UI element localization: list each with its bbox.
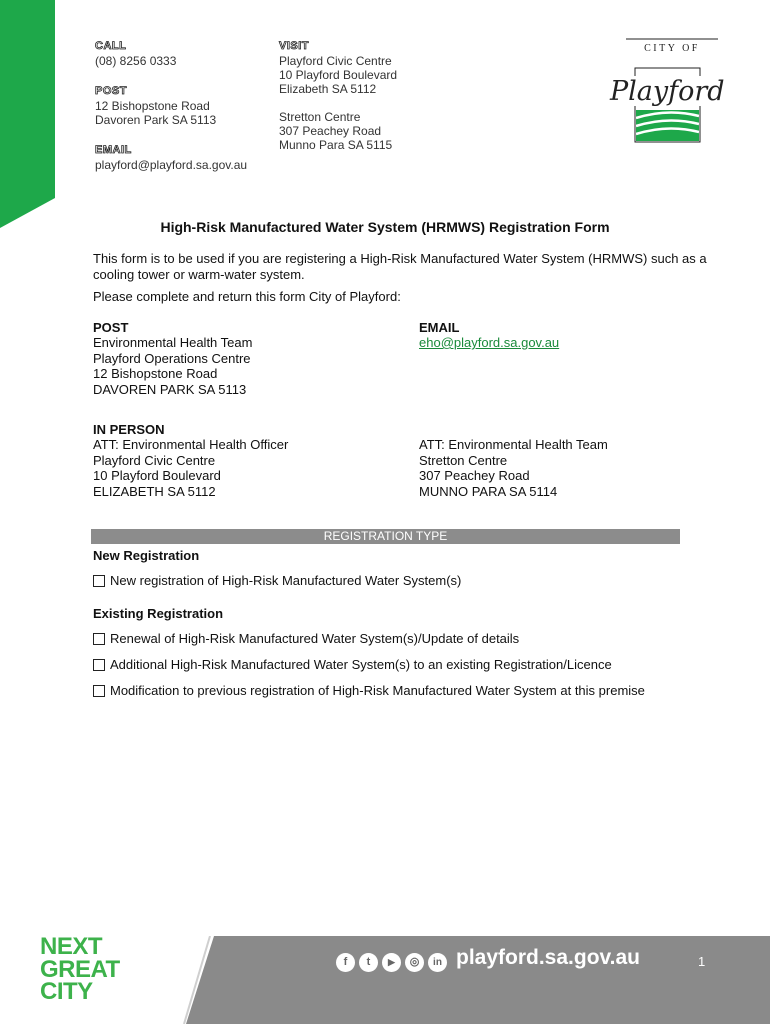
in-person-right-line: 307 Peachey Road: [419, 468, 530, 483]
green-corner-tab: [0, 0, 55, 230]
in-person-heading: IN PERSON: [93, 422, 165, 437]
logo-script-text: Playford: [610, 76, 725, 107]
twitter-icon[interactable]: t: [359, 953, 378, 972]
option-label: New registration of High-Risk Manufactured Water System(s): [110, 573, 462, 588]
in-person-right-line: Stretton Centre: [419, 452, 508, 468]
modification-option[interactable]: [93, 683, 663, 699]
email-value[interactable]: playford@playford.sa.gov.au: [95, 158, 248, 172]
renewal-option[interactable]: [93, 631, 693, 647]
new-registration-option[interactable]: [93, 573, 693, 589]
option-label: Additional High-Risk Manufactured Water System(s) to an existing Registration/Licence: [110, 657, 612, 672]
post-value: 12 Bishopstone Road Davoren Park SA 5113: [95, 99, 217, 127]
facebook-icon[interactable]: f: [336, 953, 355, 972]
existing-registration-heading: Existing Registration: [93, 606, 224, 621]
visit-label: VISIT: [279, 40, 310, 52]
form-title: High-Risk Manufactured Water System (HRMWS) Registration Form: [160, 219, 610, 235]
call-label: CALL: [95, 40, 127, 52]
post-heading: POST: [93, 320, 129, 335]
page-number: 1: [698, 954, 706, 969]
additional-option[interactable]: [93, 657, 693, 673]
in-person-right-line: ATT: Environmental Health Team: [419, 437, 608, 452]
in-person-left-line: Playford Civic Centre: [93, 452, 216, 468]
linkedin-icon[interactable]: in: [428, 953, 447, 972]
checkbox[interactable]: [93, 659, 105, 671]
instagram-icon[interactable]: ◎: [405, 953, 424, 972]
visit-stretton-address: Stretton Centre 307 Peachey Road Munno Para SA 5115: [279, 110, 393, 152]
registration-type-bar: REGISTRATION TYPE: [91, 529, 680, 544]
in-person-left-line: ELIZABETH SA 5112: [93, 483, 216, 499]
post-label: POST: [95, 85, 127, 97]
email-link[interactable]: eho@playford.sa.gov.au: [419, 335, 560, 350]
website-link[interactable]: playford.sa.gov.au: [456, 946, 640, 969]
post-line: Playford Operations Centre: [93, 350, 251, 366]
city-of-playford-logo: [608, 38, 730, 144]
option-label: Modification to previous registration of High-Risk Manufactured Water System at this premise: [110, 683, 645, 698]
in-person-block: [93, 422, 288, 499]
youtube-icon[interactable]: ▶: [382, 953, 401, 972]
checkbox[interactable]: [93, 575, 105, 587]
post-line: 12 Bishopstone Road: [93, 366, 218, 381]
form-instruction: Please complete and return this form City of Playford:: [93, 289, 401, 304]
email-block: [419, 320, 559, 351]
checkbox[interactable]: [93, 633, 105, 645]
email-heading: EMAIL: [419, 320, 460, 335]
post-block: [93, 320, 252, 397]
in-person-left-line: 10 Playford Boulevard: [93, 468, 221, 483]
tagline-line: GREAT: [40, 955, 120, 983]
form-intro: This form is to be used if you are registering a High-Risk Manufactured Water System (HRMWS) such as a cooling tower or warm-water system.: [93, 251, 707, 282]
logo-top-text: CITY OF: [644, 43, 700, 54]
option-label: Renewal of High-Risk Manufactured Water System(s)/Update of details: [110, 631, 520, 646]
checkbox[interactable]: [93, 685, 105, 697]
email-label: EMAIL: [95, 144, 132, 156]
post-line: DAVOREN PARK SA 5113: [93, 381, 247, 397]
post-line: Environmental Health Team: [93, 335, 253, 350]
in-person-left-line: ATT: Environmental Health Officer: [93, 437, 289, 452]
new-registration-heading: New Registration: [93, 548, 200, 563]
next-great-city-tagline: [40, 933, 120, 1005]
tagline-line: CITY: [40, 978, 93, 1005]
call-value: (08) 8256 0333: [95, 54, 177, 68]
tagline-line: NEXT: [40, 933, 103, 960]
visit-civic-address: Playford Civic Centre 10 Playford Boulevard Elizabeth SA 5112: [279, 54, 398, 96]
in-person-right-line: MUNNO PARA SA 5114: [419, 483, 558, 499]
in-person-right-block: [419, 437, 608, 499]
